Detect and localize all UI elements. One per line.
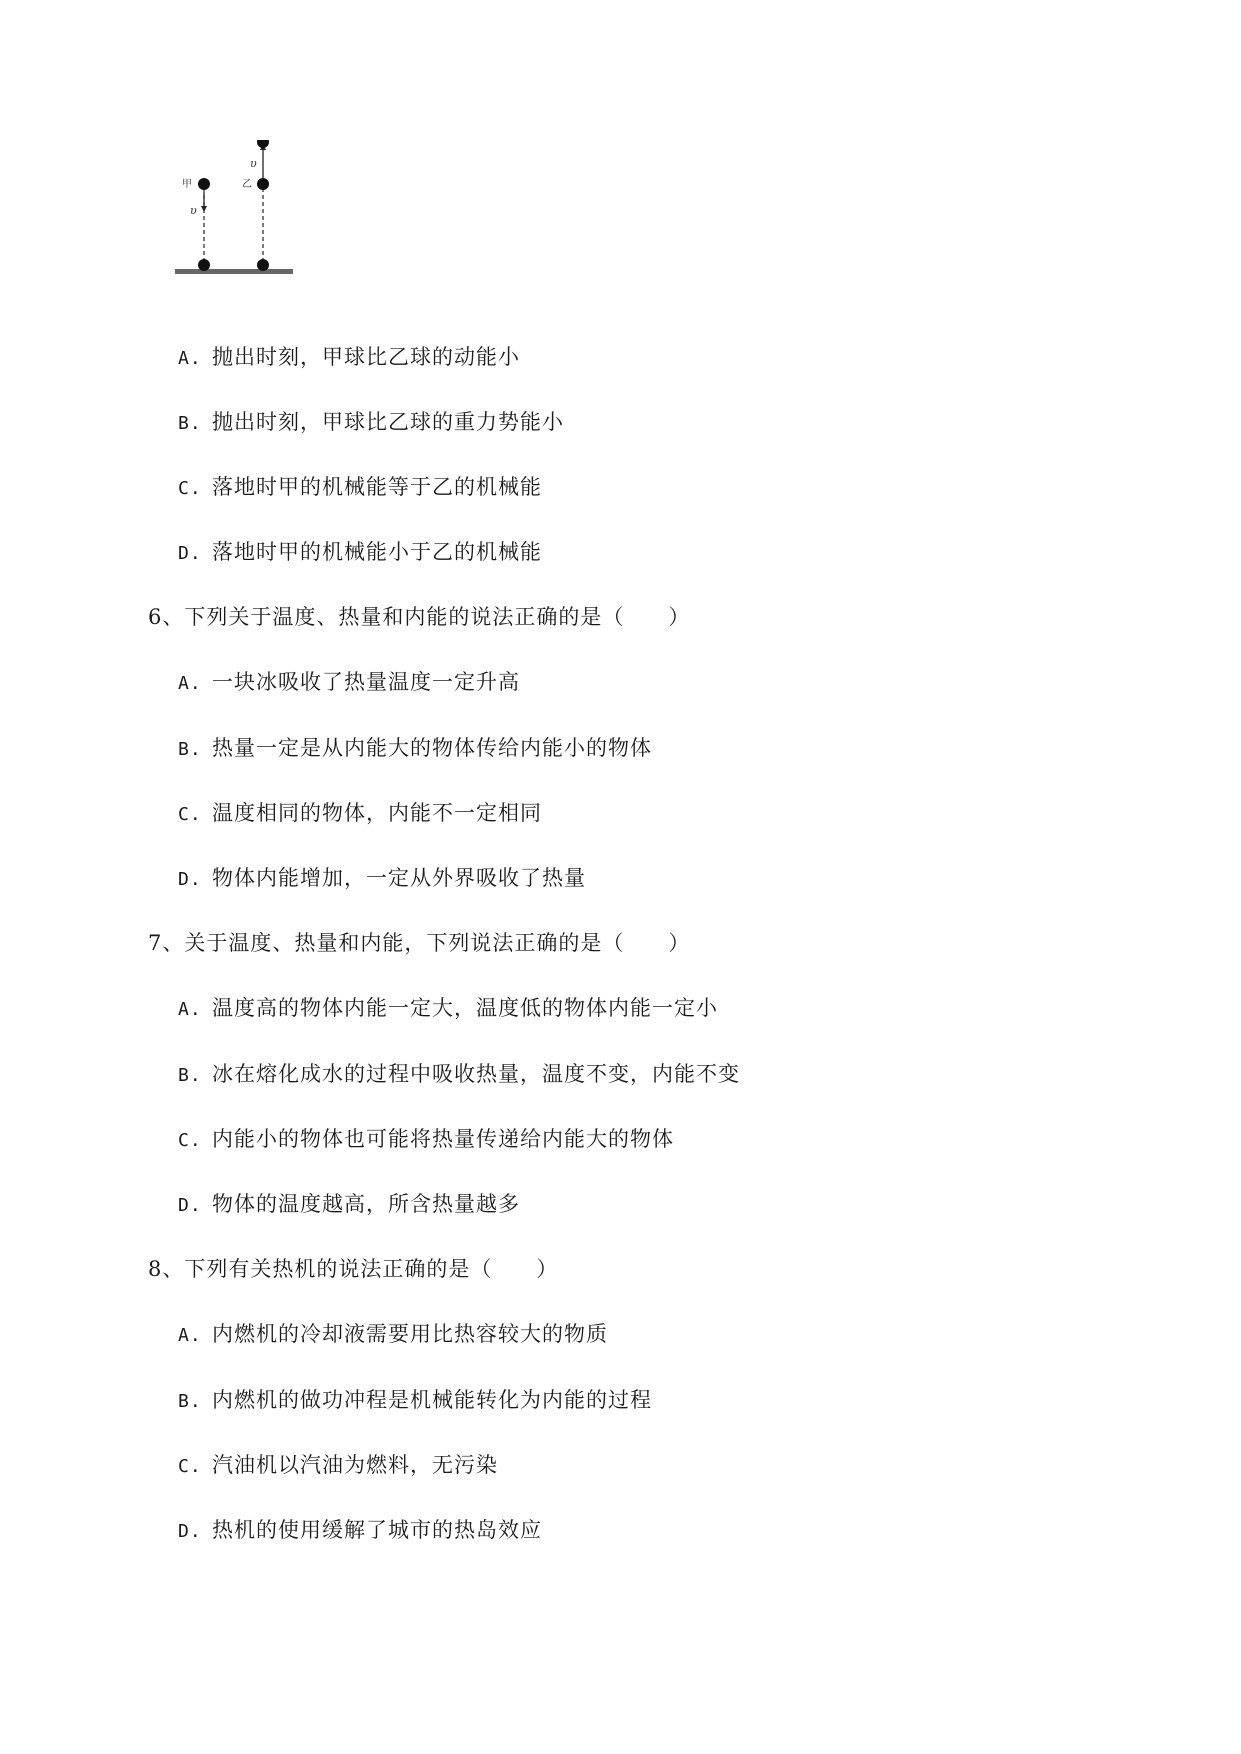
q8-option-b xyxy=(178,1385,652,1417)
q5-option-b xyxy=(178,407,564,439)
ball-b-label: 乙 xyxy=(242,179,252,190)
option-letter: C. xyxy=(178,1130,202,1151)
q6-option-d xyxy=(178,863,586,895)
physics-figure xyxy=(172,140,302,315)
option-text: 落地时甲的机械能小于乙的机械能 xyxy=(212,540,542,564)
option-letter: D. xyxy=(178,869,202,890)
option-letter: C. xyxy=(178,478,202,499)
q5-option-d xyxy=(178,537,542,569)
question-8-stem: 8、下列有关热机的说法正确的是（ ） xyxy=(148,1257,559,1281)
q5-option-c xyxy=(178,472,542,504)
ball-a-label: 甲 xyxy=(182,179,192,190)
option-text: 内能小的物体也可能将热量传递给内能大的物体 xyxy=(212,1127,674,1151)
question-6-stem: 6、下列关于温度、热量和内能的说法正确的是（ ） xyxy=(148,605,691,629)
option-text: 抛出时刻，甲球比乙球的重力势能小 xyxy=(212,410,564,434)
q6-option-a xyxy=(178,667,520,699)
ball-a-velocity-label: υ xyxy=(190,204,197,217)
q8-option-a xyxy=(178,1319,608,1351)
q6-option-c xyxy=(178,798,542,830)
option-letter: D. xyxy=(178,543,202,564)
q7-option-d xyxy=(178,1189,520,1221)
q5-option-a xyxy=(178,342,520,374)
q6-option-b xyxy=(178,733,652,765)
option-text: 热机的使用缓解了城市的热岛效应 xyxy=(212,1518,542,1542)
question-7-stem: 7、关于温度、热量和内能，下列说法正确的是（ ） xyxy=(148,931,691,955)
q8-option-c xyxy=(178,1450,498,1482)
option-text: 内燃机的做功冲程是机械能转化为内能的过程 xyxy=(212,1388,652,1412)
q7-option-a xyxy=(178,993,718,1025)
option-letter: B. xyxy=(178,1391,202,1412)
ball-a xyxy=(198,178,210,190)
ground-line xyxy=(175,269,293,274)
option-letter: A. xyxy=(178,999,202,1020)
ball-b-ground xyxy=(257,259,269,271)
q8-option-d xyxy=(178,1515,542,1547)
option-letter: D. xyxy=(178,1521,202,1542)
two-balls-diagram xyxy=(172,140,302,315)
option-text: 一块冰吸收了热量温度一定升高 xyxy=(212,670,520,694)
option-text: 热量一定是从内能大的物体传给内能小的物体 xyxy=(212,736,652,760)
option-letter: C. xyxy=(178,1456,202,1477)
q7-option-b xyxy=(178,1059,740,1091)
option-letter: B. xyxy=(178,739,202,760)
option-letter: B. xyxy=(178,1065,202,1086)
option-text: 汽油机以汽油为燃料，无污染 xyxy=(212,1453,498,1477)
option-text: 抛出时刻，甲球比乙球的动能小 xyxy=(212,345,520,369)
option-text: 物体内能增加，一定从外界吸收了热量 xyxy=(212,866,586,890)
option-text: 温度相同的物体，内能不一定相同 xyxy=(212,801,542,825)
option-text: 温度高的物体内能一定大，温度低的物体内能一定小 xyxy=(212,996,718,1020)
option-letter: A. xyxy=(178,1325,202,1346)
ball-a-ground xyxy=(198,259,210,271)
ball-b-velocity-label: υ xyxy=(250,157,257,170)
option-letter: B. xyxy=(178,413,202,434)
option-text: 冰在熔化成水的过程中吸收热量，温度不变，内能不变 xyxy=(212,1062,740,1086)
option-letter: D. xyxy=(178,1195,202,1216)
ball-b xyxy=(257,178,269,190)
option-letter: C. xyxy=(178,804,202,825)
option-letter: A. xyxy=(178,673,202,694)
option-text: 落地时甲的机械能等于乙的机械能 xyxy=(212,475,542,499)
option-letter: A. xyxy=(178,348,202,369)
ball-b-top xyxy=(257,140,269,148)
option-text: 物体的温度越高，所含热量越多 xyxy=(212,1192,520,1216)
q7-option-c xyxy=(178,1124,674,1156)
option-text: 内燃机的冷却液需要用比热容较大的物质 xyxy=(212,1322,608,1346)
ball-a-arrowhead xyxy=(201,206,207,212)
